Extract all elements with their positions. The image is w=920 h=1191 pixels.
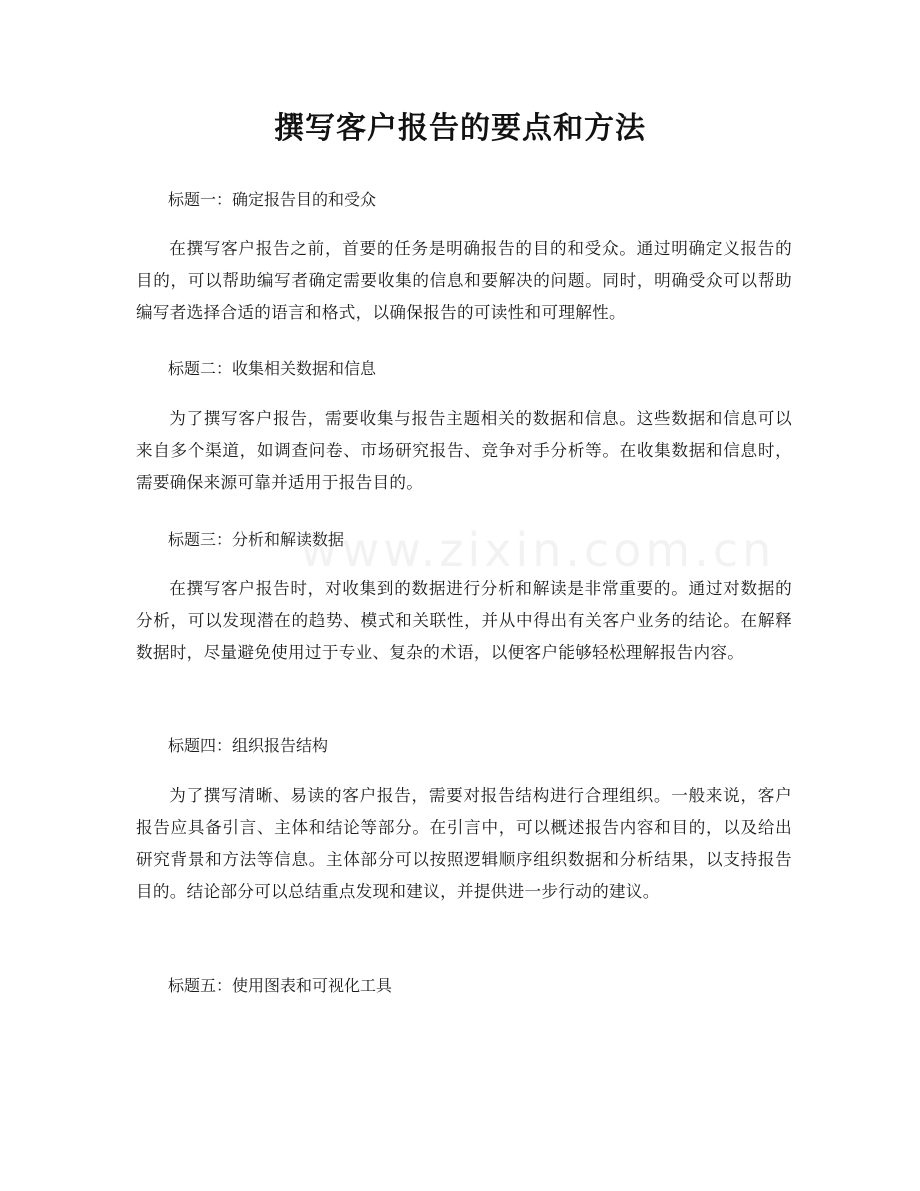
section-paragraph-4: 为了撰写清晰、易读的客户报告，需要对报告结构进行合理组织。一般来说，客户报告应具备引言、主体和结论等部分。在引言中，可以概述报告内容和目的，以及给出研究背景和方法等信息。主体部分可以按照逻辑顺序组织数据和分析结果，以支持报告目的。结论部分可以总结重点发现和建议，并提供进一步行动的建议。	[136, 786, 792, 901]
section-paragraph-2: 为了撰写客户报告，需要收集与报告主题相关的数据和信息。这些数据和信息可以来自多个渠道，如调查问卷、市场研究报告、竞争对手分析等。在收集数据和信息时，需要确保来源可靠并适用于报告目的。	[136, 409, 792, 492]
section-paragraph-1: 在撰写客户报告之前，首要的任务是明确报告的目的和受众。通过明确定义报告的目的，可以帮助编写者确定需要收集的信息和要解决的问题。同时，明确受众可以帮助编写者选择合适的语言和格式，以确保报告的可读性和可理解性。	[136, 239, 792, 322]
section-heading-2: 标题二：收集相关数据和信息	[168, 359, 377, 378]
section-paragraph-3: 在撰写客户报告时，对收集到的数据进行分析和解读是非常重要的。通过对数据的分析，可以发现潜在的趋势、模式和关联性，并从中得出有关客户业务的结论。在解释数据时，尽量避免使用过于专业、复杂的术语，以便客户能够轻松理解报告内容。	[136, 579, 792, 662]
section-heading-5: 标题五：使用图表和可视化工具	[168, 976, 393, 995]
section-heading-3: 标题三：分析和解读数据	[168, 530, 345, 549]
section-heading-1: 标题一：确定报告目的和受众	[168, 190, 377, 209]
section-heading-4: 标题四：组织报告结构	[168, 736, 329, 755]
document-title: 撰写客户报告的要点和方法	[274, 111, 646, 146]
watermark: www.zixin.com.cn	[300, 523, 776, 577]
